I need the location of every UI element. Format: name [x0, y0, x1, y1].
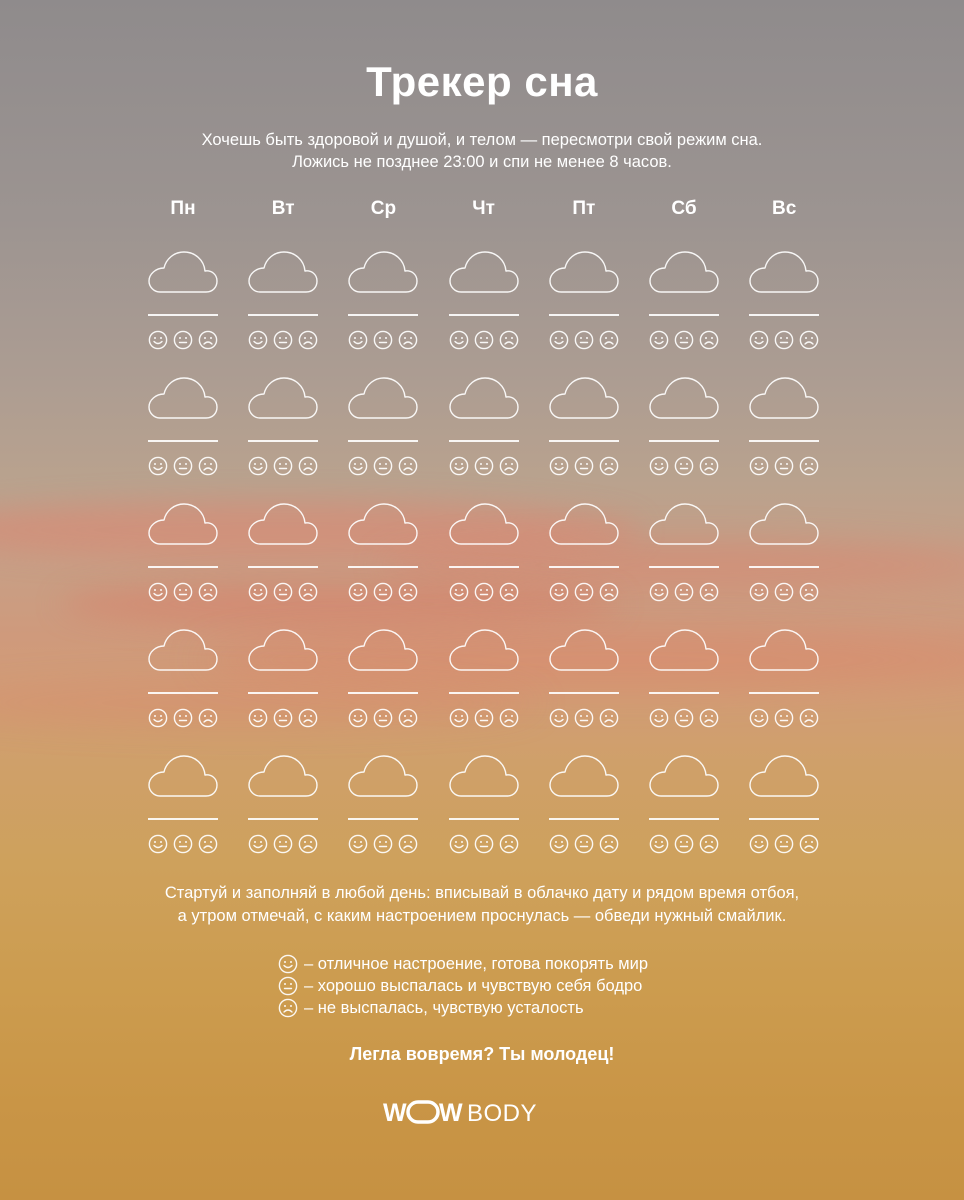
bedtime-line[interactable]	[148, 692, 218, 694]
neutral-face-icon[interactable]	[173, 456, 193, 476]
smile-face-icon[interactable]	[148, 708, 168, 728]
mood-faces	[148, 582, 218, 602]
mood-faces	[649, 708, 719, 728]
sad-face-icon[interactable]	[499, 708, 519, 728]
neutral-face-icon[interactable]	[674, 456, 694, 476]
cloud-icon[interactable]	[549, 500, 619, 546]
bedtime-line[interactable]	[749, 440, 819, 442]
bedtime-line[interactable]	[549, 692, 619, 694]
sad-face-icon[interactable]	[699, 834, 719, 854]
tracker-cell	[534, 248, 634, 368]
cloud-icon[interactable]	[749, 374, 819, 420]
smile-face-icon[interactable]	[749, 834, 769, 854]
svg-text:W: W	[439, 1099, 463, 1125]
sad-face-icon[interactable]	[599, 330, 619, 350]
bedtime-line[interactable]	[449, 818, 519, 820]
mood-faces	[148, 708, 218, 728]
neutral-face-icon	[278, 976, 298, 996]
svg-text:BODY: BODY	[467, 1100, 538, 1125]
tracker-cell	[133, 626, 233, 746]
smile-face-icon[interactable]	[148, 834, 168, 854]
tracker-cell	[233, 626, 333, 746]
bedtime-line[interactable]	[649, 692, 719, 694]
tracker-cell	[133, 374, 233, 494]
svg-text:W: W	[383, 1099, 407, 1125]
sad-face-icon[interactable]	[298, 582, 318, 602]
cloud-icon[interactable]	[248, 626, 318, 672]
cloud-icon[interactable]	[348, 248, 418, 294]
neutral-face-icon[interactable]	[474, 582, 494, 602]
bedtime-line[interactable]	[348, 440, 418, 442]
subtitle	[0, 129, 964, 173]
sad-face-icon[interactable]	[699, 456, 719, 476]
sad-face-icon[interactable]	[499, 456, 519, 476]
tracker-cell	[434, 626, 534, 746]
sad-face-icon[interactable]	[298, 708, 318, 728]
mood-faces	[549, 456, 619, 476]
cloud-icon[interactable]	[248, 752, 318, 798]
cloud-icon[interactable]	[749, 248, 819, 294]
day-header: Вс	[772, 198, 797, 219]
neutral-face-icon[interactable]	[574, 834, 594, 854]
mood-faces	[248, 582, 318, 602]
neutral-face-icon[interactable]	[173, 834, 193, 854]
bedtime-line[interactable]	[148, 566, 218, 568]
sad-face-icon[interactable]	[799, 330, 819, 350]
cloud-icon[interactable]	[649, 374, 719, 420]
neutral-face-icon[interactable]	[474, 834, 494, 854]
mood-faces	[148, 330, 218, 350]
smile-face-icon[interactable]	[248, 834, 268, 854]
cloud-icon[interactable]	[248, 374, 318, 420]
instructions-line: а утром отмечай, с каким настроением проснулась — обведи нужный смайлик.	[177, 907, 787, 925]
mood-legend	[278, 953, 738, 1019]
cloud-icon[interactable]	[148, 248, 218, 294]
mood-faces	[348, 330, 418, 350]
neutral-face-icon[interactable]	[273, 834, 293, 854]
smile-face-icon	[278, 954, 298, 974]
sad-face-icon[interactable]	[799, 456, 819, 476]
mood-faces	[649, 330, 719, 350]
cloud-icon[interactable]	[148, 500, 218, 546]
sad-face-icon[interactable]	[799, 708, 819, 728]
sad-face-icon[interactable]	[699, 330, 719, 350]
bedtime-line[interactable]	[549, 440, 619, 442]
tracker-cell	[133, 752, 233, 872]
neutral-face-icon[interactable]	[373, 708, 393, 728]
cloud-icon[interactable]	[749, 626, 819, 672]
neutral-face-icon[interactable]	[574, 582, 594, 602]
bedtime-line[interactable]	[749, 692, 819, 694]
bedtime-line[interactable]	[248, 818, 318, 820]
tracker-cell	[434, 500, 534, 620]
neutral-face-icon[interactable]	[273, 708, 293, 728]
cloud-icon[interactable]	[649, 626, 719, 672]
smile-face-icon[interactable]	[248, 708, 268, 728]
smile-face-icon[interactable]	[248, 582, 268, 602]
smile-face-icon[interactable]	[549, 708, 569, 728]
smile-face-icon[interactable]	[449, 330, 469, 350]
mood-faces	[348, 708, 418, 728]
sad-face-icon[interactable]	[298, 834, 318, 854]
bedtime-line[interactable]	[248, 692, 318, 694]
sad-face-icon[interactable]	[398, 330, 418, 350]
sad-face-icon[interactable]	[499, 330, 519, 350]
mood-faces	[449, 330, 519, 350]
bedtime-line[interactable]	[749, 566, 819, 568]
smile-face-icon[interactable]	[248, 456, 268, 476]
tracker-cell	[534, 500, 634, 620]
bedtime-line[interactable]	[248, 566, 318, 568]
mood-faces	[348, 582, 418, 602]
cloud-icon[interactable]	[449, 626, 519, 672]
bedtime-line[interactable]	[248, 314, 318, 316]
bedtime-line[interactable]	[649, 314, 719, 316]
mood-faces	[549, 834, 619, 854]
tracker-grid	[133, 198, 833, 868]
cloud-icon[interactable]	[348, 374, 418, 420]
cloud-icon[interactable]	[449, 374, 519, 420]
bedtime-line[interactable]	[749, 818, 819, 820]
smile-face-icon[interactable]	[348, 330, 368, 350]
tracker-cell	[734, 626, 834, 746]
mood-faces	[248, 708, 318, 728]
cloud-icon[interactable]	[148, 752, 218, 798]
sad-face-icon[interactable]	[198, 582, 218, 602]
smile-face-icon[interactable]	[549, 456, 569, 476]
bedtime-line[interactable]	[549, 566, 619, 568]
sad-face-icon[interactable]	[398, 834, 418, 854]
cloud-icon[interactable]	[649, 752, 719, 798]
tracker-cell	[233, 752, 333, 872]
legend-row	[278, 975, 738, 997]
neutral-face-icon[interactable]	[774, 834, 794, 854]
neutral-face-icon[interactable]	[474, 330, 494, 350]
sad-face-icon[interactable]	[198, 456, 218, 476]
neutral-face-icon[interactable]	[674, 708, 694, 728]
mood-faces	[348, 834, 418, 854]
day-header: Вт	[271, 198, 295, 219]
legend-text: – не выспалась, чувствую усталость	[304, 999, 584, 1017]
neutral-face-icon[interactable]	[173, 708, 193, 728]
smile-face-icon[interactable]	[649, 456, 669, 476]
cloud-icon[interactable]	[148, 374, 218, 420]
smile-face-icon[interactable]	[749, 582, 769, 602]
sad-face-icon[interactable]	[398, 582, 418, 602]
bedtime-line[interactable]	[348, 566, 418, 568]
smile-face-icon[interactable]	[248, 330, 268, 350]
bedtime-line[interactable]	[449, 566, 519, 568]
legend-row	[278, 953, 738, 975]
sad-face-icon[interactable]	[599, 708, 619, 728]
mood-faces	[749, 330, 819, 350]
sad-face-icon[interactable]	[599, 582, 619, 602]
sad-face-icon[interactable]	[699, 582, 719, 602]
smile-face-icon[interactable]	[148, 330, 168, 350]
tracker-cell	[734, 248, 834, 368]
cloud-icon[interactable]	[449, 500, 519, 546]
mood-faces	[549, 330, 619, 350]
tracker-cell	[434, 248, 534, 368]
mood-faces	[649, 582, 719, 602]
smile-face-icon[interactable]	[549, 834, 569, 854]
mood-faces	[549, 708, 619, 728]
tracker-cell	[734, 500, 834, 620]
motto: Легла вовремя? Ты молодец!	[349, 1044, 615, 1064]
sad-face-icon[interactable]	[799, 834, 819, 854]
sad-face-icon[interactable]	[499, 834, 519, 854]
bedtime-line[interactable]	[649, 818, 719, 820]
neutral-face-icon[interactable]	[373, 582, 393, 602]
bedtime-line[interactable]	[449, 692, 519, 694]
neutral-face-icon[interactable]	[373, 456, 393, 476]
smile-face-icon[interactable]	[449, 456, 469, 476]
cloud-icon[interactable]	[549, 374, 619, 420]
bedtime-line[interactable]	[148, 314, 218, 316]
mood-faces	[248, 456, 318, 476]
smile-face-icon[interactable]	[549, 330, 569, 350]
smile-face-icon[interactable]	[649, 708, 669, 728]
tracker-cell	[333, 500, 433, 620]
tracker-cell	[434, 752, 534, 872]
neutral-face-icon[interactable]	[774, 330, 794, 350]
smile-face-icon[interactable]	[348, 456, 368, 476]
bedtime-line[interactable]	[449, 440, 519, 442]
mood-faces	[449, 834, 519, 854]
mood-faces	[449, 456, 519, 476]
smile-face-icon[interactable]	[749, 456, 769, 476]
neutral-face-icon[interactable]	[774, 582, 794, 602]
tracker-cell	[534, 752, 634, 872]
bedtime-line[interactable]	[148, 818, 218, 820]
mood-faces	[248, 834, 318, 854]
bedtime-line[interactable]	[348, 314, 418, 316]
cloud-icon[interactable]	[649, 248, 719, 294]
smile-face-icon[interactable]	[749, 708, 769, 728]
smile-face-icon[interactable]	[449, 708, 469, 728]
bedtime-line[interactable]	[348, 818, 418, 820]
tracker-cell	[133, 500, 233, 620]
sad-face-icon[interactable]	[398, 456, 418, 476]
cloud-icon[interactable]	[749, 500, 819, 546]
neutral-face-icon[interactable]	[574, 330, 594, 350]
day-header: Пн	[170, 198, 196, 219]
legend-row	[278, 997, 738, 1019]
day-header: Сб	[671, 198, 697, 219]
bedtime-line[interactable]	[248, 440, 318, 442]
mood-faces	[449, 582, 519, 602]
cloud-icon[interactable]	[248, 500, 318, 546]
mood-faces	[749, 582, 819, 602]
sad-face-icon[interactable]	[599, 834, 619, 854]
tracker-cell	[333, 752, 433, 872]
mood-faces	[148, 456, 218, 476]
bedtime-line[interactable]	[749, 314, 819, 316]
bedtime-line[interactable]	[449, 314, 519, 316]
mood-faces	[248, 330, 318, 350]
mood-faces	[749, 456, 819, 476]
sad-face-icon[interactable]	[398, 708, 418, 728]
subtitle-line: Хочешь быть здоровой и душой, и телом — пересмотри свой режим сна.	[201, 131, 763, 149]
tracker-cell	[634, 626, 734, 746]
neutral-face-icon[interactable]	[273, 456, 293, 476]
tracker-cell	[534, 626, 634, 746]
tracker-cell	[634, 248, 734, 368]
cloud-icon[interactable]	[649, 500, 719, 546]
cloud-icon[interactable]	[549, 626, 619, 672]
neutral-face-icon[interactable]	[674, 582, 694, 602]
instructions-line: Стартуй и заполняй в любой день: вписывай в облачко дату и рядом время отбоя,	[164, 884, 800, 902]
smile-face-icon[interactable]	[449, 582, 469, 602]
sad-face-icon[interactable]	[699, 708, 719, 728]
smile-face-icon[interactable]	[649, 582, 669, 602]
tracker-cell	[333, 626, 433, 746]
page-title: Трекер сна	[366, 58, 598, 105]
neutral-face-icon[interactable]	[273, 330, 293, 350]
cloud-icon[interactable]	[449, 248, 519, 294]
day-header: Чт	[472, 198, 495, 219]
tracker-cell	[634, 374, 734, 494]
neutral-face-icon[interactable]	[574, 708, 594, 728]
smile-face-icon[interactable]	[549, 582, 569, 602]
bedtime-line[interactable]	[148, 440, 218, 442]
mood-faces	[449, 708, 519, 728]
neutral-face-icon[interactable]	[774, 708, 794, 728]
day-header: Пт	[572, 198, 596, 219]
tracker-cell	[333, 248, 433, 368]
sad-face-icon[interactable]	[799, 582, 819, 602]
cloud-icon[interactable]	[348, 626, 418, 672]
instructions	[0, 882, 964, 928]
tracker-cell	[734, 374, 834, 494]
sad-face-icon[interactable]	[599, 456, 619, 476]
bedtime-line[interactable]	[649, 440, 719, 442]
sad-face-icon	[278, 998, 298, 1018]
mood-faces	[749, 834, 819, 854]
mood-faces	[549, 582, 619, 602]
cloud-icon[interactable]	[348, 752, 418, 798]
smile-face-icon[interactable]	[649, 834, 669, 854]
neutral-face-icon[interactable]	[273, 582, 293, 602]
sad-face-icon[interactable]	[298, 330, 318, 350]
cloud-icon[interactable]	[148, 626, 218, 672]
tracker-cell	[434, 374, 534, 494]
mood-faces	[649, 456, 719, 476]
smile-face-icon[interactable]	[449, 834, 469, 854]
neutral-face-icon[interactable]	[574, 456, 594, 476]
smile-face-icon[interactable]	[148, 582, 168, 602]
cloud-icon[interactable]	[348, 500, 418, 546]
smile-face-icon[interactable]	[749, 330, 769, 350]
sad-face-icon[interactable]	[198, 834, 218, 854]
cloud-icon[interactable]	[549, 248, 619, 294]
sad-face-icon[interactable]	[198, 708, 218, 728]
tracker-cell	[233, 374, 333, 494]
day-header: Ср	[370, 198, 397, 219]
bedtime-line[interactable]	[348, 692, 418, 694]
bedtime-line[interactable]	[649, 566, 719, 568]
tracker-cell	[534, 374, 634, 494]
wowbody-logo	[383, 1099, 583, 1125]
neutral-face-icon[interactable]	[674, 834, 694, 854]
sad-face-icon[interactable]	[499, 582, 519, 602]
neutral-face-icon[interactable]	[373, 834, 393, 854]
neutral-face-icon[interactable]	[474, 456, 494, 476]
tracker-cell	[734, 752, 834, 872]
tracker-cell	[233, 248, 333, 368]
neutral-face-icon[interactable]	[373, 330, 393, 350]
smile-face-icon[interactable]	[348, 582, 368, 602]
mood-faces	[148, 834, 218, 854]
smile-face-icon[interactable]	[348, 708, 368, 728]
cloud-icon[interactable]	[248, 248, 318, 294]
neutral-face-icon[interactable]	[173, 330, 193, 350]
smile-face-icon[interactable]	[348, 834, 368, 854]
subtitle-line: Ложись не позднее 23:00 и спи не менее 8 часов.	[292, 153, 672, 171]
neutral-face-icon[interactable]	[674, 330, 694, 350]
tracker-cell	[233, 500, 333, 620]
legend-text: – хорошо выспалась и чувствую себя бодро	[304, 977, 643, 995]
mood-faces	[649, 834, 719, 854]
legend-text: – отличное настроение, готова покорять мир	[304, 955, 649, 973]
sad-face-icon[interactable]	[298, 456, 318, 476]
bedtime-line[interactable]	[549, 314, 619, 316]
mood-faces	[749, 708, 819, 728]
tracker-cell	[133, 248, 233, 368]
mood-faces	[348, 456, 418, 476]
neutral-face-icon[interactable]	[474, 708, 494, 728]
cloud-icon[interactable]	[449, 752, 519, 798]
sad-face-icon[interactable]	[198, 330, 218, 350]
smile-face-icon[interactable]	[148, 456, 168, 476]
neutral-face-icon[interactable]	[774, 456, 794, 476]
tracker-cell	[634, 500, 734, 620]
tracker-cell	[634, 752, 734, 872]
neutral-face-icon[interactable]	[173, 582, 193, 602]
cloud-icon[interactable]	[749, 752, 819, 798]
cloud-icon[interactable]	[549, 752, 619, 798]
smile-face-icon[interactable]	[649, 330, 669, 350]
bedtime-line[interactable]	[549, 818, 619, 820]
tracker-cell	[333, 374, 433, 494]
